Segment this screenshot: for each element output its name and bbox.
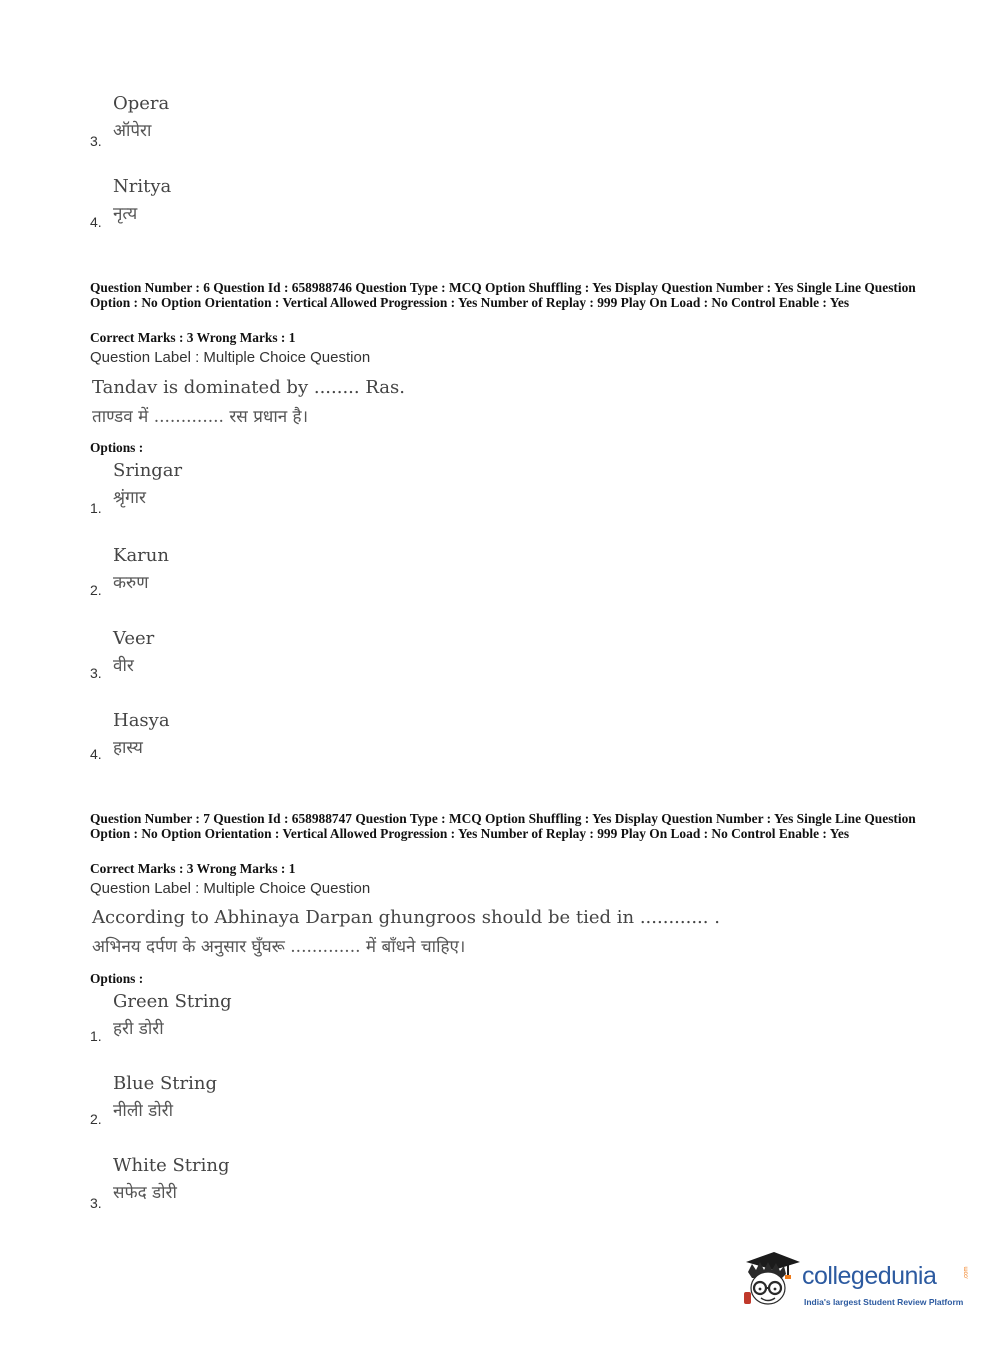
option-number: 3. <box>90 665 102 681</box>
option-text-hi: श्रृंगार <box>113 488 146 508</box>
option-number: 4. <box>90 746 102 762</box>
option-text-en: Karun <box>113 545 169 566</box>
option-text-en: Veer <box>113 628 155 649</box>
brand-tagline: India's largest Student Review Platform <box>804 1297 964 1307</box>
question-meta: Question Number : 7 Question Id : 658988747 Question Type : MCQ Option Shuffling : Yes Display Question Number : Yes Single Line Question Option : No Option Orientation : Vertical Allowed Progression : Yes Number of Replay : 999 Play On Load : No Control Enable : Yes <box>90 811 916 841</box>
option-text-en: White String <box>113 1155 230 1176</box>
option-text-hi: नीली डोरी <box>113 1101 174 1121</box>
question-text-en: Tandav is dominated by ........ Ras. <box>92 377 405 398</box>
options-heading: Options : <box>90 971 144 986</box>
brand-name: collegedunia <box>802 1262 937 1290</box>
option-text-hi: ऑपेरा <box>113 121 152 141</box>
mascot-icon <box>742 1248 802 1312</box>
question-text-en: According to Abhinaya Darpan ghungroos should be tied in ............ . <box>92 907 720 928</box>
option-text-hi: करुण <box>113 573 149 593</box>
option-number: 2. <box>90 582 102 598</box>
options-heading: Options : <box>90 440 144 455</box>
option-text-en: Hasya <box>113 710 170 731</box>
option-number: 4. <box>90 214 102 230</box>
question-label: Question Label : Multiple Choice Question <box>90 880 371 897</box>
question-text-hi: ताण्डव में ............. रस प्रधान है। <box>92 407 309 427</box>
question-meta: Question Number : 6 Question Id : 658988746 Question Type : MCQ Option Shuffling : Yes Display Question Number : Yes Single Line Question Option : No Option Orientation : Vertical Allowed Progression : Yes Number of Replay : 999 Play On Load : No Control Enable : Yes <box>90 280 916 310</box>
option-text-en: Nritya <box>113 176 172 197</box>
brand-domain: .com <box>963 1266 970 1280</box>
option-number: 3. <box>90 1195 102 1211</box>
option-text-hi: सफेद डोरी <box>113 1183 177 1203</box>
option-text-en: Sringar <box>113 460 183 481</box>
option-text-hi: हरी डोरी <box>113 1019 164 1039</box>
question-marks: Correct Marks : 3 Wrong Marks : 1 <box>90 861 296 876</box>
option-number: 1. <box>90 500 102 516</box>
option-text-en: Blue String <box>113 1073 217 1094</box>
option-number: 2. <box>90 1111 102 1127</box>
question-marks: Correct Marks : 3 Wrong Marks : 1 <box>90 330 296 345</box>
option-text-hi: वीर <box>113 656 134 676</box>
option-number: 3. <box>90 133 102 149</box>
option-text-hi: नृत्य <box>113 204 138 224</box>
option-text-hi: हास्य <box>113 738 143 758</box>
collegedunia-logo <box>742 1248 972 1318</box>
question-label: Question Label : Multiple Choice Question <box>90 349 371 366</box>
option-number: 1. <box>90 1028 102 1044</box>
option-text-en: Opera <box>113 93 170 114</box>
question-text-hi: अभिनय दर्पण के अनुसार घुँघरू ............. में बाँधने चाहिए। <box>92 937 466 957</box>
option-text-en: Green String <box>113 991 232 1012</box>
